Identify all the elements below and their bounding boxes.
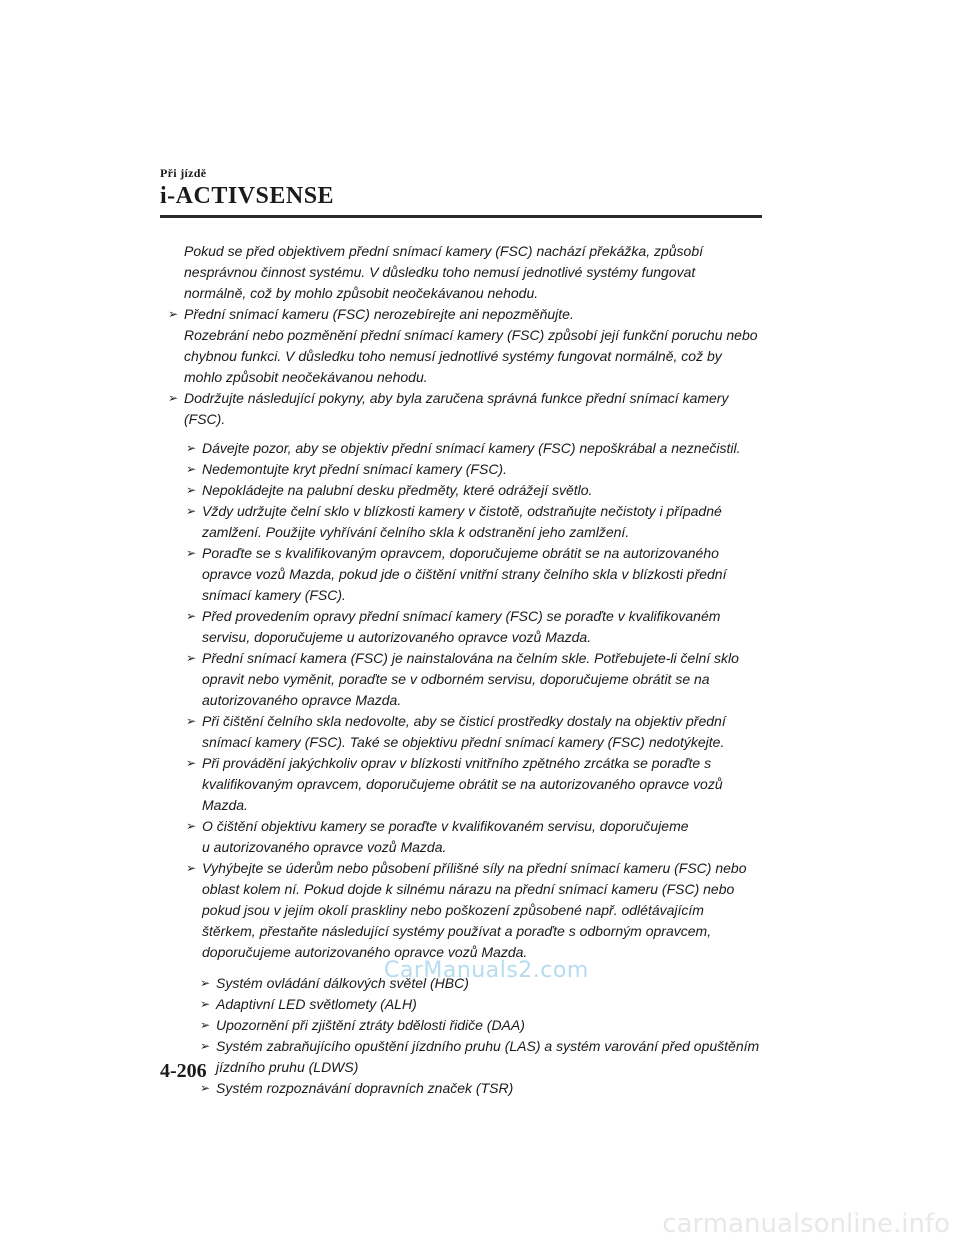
text-line: Nepokládejte na palubní desku předměty, které odrážejí světlo. (202, 482, 593, 498)
list-item (186, 501, 768, 543)
text-line: Systém ovládání dálkových světel (HBC) (216, 975, 469, 991)
text-line: autorizovaného opravce Mazda. (202, 692, 402, 708)
text-line: servisu, doporučujeme u autorizovaného opravce vozů Mazda. (202, 629, 592, 645)
text-line: doporučujeme autorizovaného opravce vozů Mazda. (202, 944, 528, 960)
arrow-bullet-icon: ➢ (200, 1039, 211, 1053)
system-list (200, 973, 768, 1099)
arrow-bullet-icon: ➢ (186, 441, 197, 455)
text-line: chybnou funkci. V důsledku toho nemusí jednotlivé systémy fungovat normálně, což by (184, 348, 722, 364)
arrow-bullet-icon: ➢ (186, 714, 197, 728)
text-line: oblast kolem ní. Pokud dojde k silnému nárazu na přední snímací kameru (FSC) nebo (202, 881, 735, 897)
list-item (186, 480, 768, 501)
text-line: Před provedením opravy přední snímací kamery (FSC) se poraďte v kvalifikovaném (202, 608, 721, 624)
text-line: pokud jsou v jejím okolí praskliny nebo poškození způsobené např. odlétávajícím (202, 902, 704, 918)
arrow-bullet-icon: ➢ (186, 546, 197, 560)
text-line: Dodržujte následující pokyny, aby byla zaručena správná funkce přední snímací kamery (184, 390, 729, 406)
list-item (168, 304, 768, 388)
text-line: Rozebrání nebo pozměnění přední snímací kamery (FSC) způsobí její funkční poruchu nebo (184, 327, 758, 343)
list-item (186, 816, 768, 858)
list-item (186, 648, 768, 711)
text-line: nesprávnou činnost systému. V důsledku toho nemusí jednotlivé systémy fungovat (184, 264, 696, 280)
text-line: snímací kamery (FSC). (202, 587, 346, 603)
text-line: (FSC). (184, 411, 226, 427)
arrow-bullet-icon: ➢ (186, 483, 197, 497)
text-line: Pokud se před objektivem přední snímací kamery (FSC) nachází překážka, způsobí (184, 243, 704, 259)
arrow-bullet-icon: ➢ (186, 609, 197, 623)
text-line: Nedemontujte kryt přední snímací kamery (FSC). (202, 461, 507, 477)
list-item (186, 711, 768, 753)
list-item (168, 388, 768, 430)
intro-paragraph (168, 241, 768, 304)
text-line: Systém rozpoznávání dopravních značek (TSR) (216, 1080, 514, 1096)
list-item (186, 606, 768, 648)
text-line: snímací kamery (FSC). Také se objektivu přední snímací kamery (FSC) nedotýkejte. (202, 734, 725, 750)
text-line: kvalifikovaným opravcem, doporučujeme obrátit se na autorizovaného opravce vozů (202, 776, 723, 792)
sub-bullet-list (186, 438, 768, 963)
text-line: u autorizovaného opravce vozů Mazda. (202, 839, 447, 855)
arrow-bullet-icon: ➢ (168, 391, 179, 405)
arrow-bullet-icon: ➢ (168, 307, 179, 321)
text-line: Poraďte se s kvalifikovaným opravcem, doporučujeme obrátit se na autorizovaného (202, 545, 719, 561)
arrow-bullet-icon: ➢ (186, 756, 197, 770)
text-line: Přední snímací kamera (FSC) je nainstalována na čelním skle. Potřebujete-li čelní sklo (202, 650, 739, 666)
text-line: jízdního pruhu (LDWS) (216, 1059, 359, 1075)
chapter-title: i-ACTIVSENSE (160, 183, 335, 209)
bullet-list (168, 304, 768, 430)
arrow-bullet-icon: ➢ (186, 861, 197, 875)
list-item (186, 858, 768, 963)
text-line: O čištění objektivu kamery se poraďte v kvalifikovaném servisu, doporučujeme (202, 818, 689, 834)
text-line: normálně, což by mohlo způsobit neočekávanou nehodu. (184, 285, 539, 301)
list-item (200, 1015, 768, 1036)
section-label: Při jízdě (160, 166, 207, 180)
arrow-bullet-icon: ➢ (186, 651, 197, 665)
footer-site-mark: carmanualsonline.info (662, 1209, 950, 1239)
arrow-bullet-icon: ➢ (200, 1081, 211, 1095)
list-item (200, 1078, 768, 1099)
arrow-bullet-icon: ➢ (200, 1018, 211, 1032)
arrow-bullet-icon: ➢ (200, 997, 211, 1011)
list-item (186, 459, 768, 480)
text-line: opravit nebo vyměnit, poraďte se v odborném servisu, doporučujeme obrátit se na (202, 671, 710, 687)
text-line: Přední snímací kameru (FSC) nerozebírejte ani nepozměňujte. (184, 306, 574, 322)
text-line: Adaptivní LED světlomety (ALH) (216, 996, 417, 1012)
text-line: Systém zabraňujícího opuštění jízdního pruhu (LAS) a systém varování před opuštěním (216, 1038, 760, 1054)
text-line: Při čištění čelního skla nedovolte, aby se čisticí prostředky dostaly na objektiv přední (202, 713, 726, 729)
list-item (186, 438, 768, 459)
list-item (200, 1036, 768, 1078)
arrow-bullet-icon: ➢ (186, 504, 197, 518)
text-line: Upozornění při zjištění ztráty bdělosti řidiče (DAA) (216, 1017, 525, 1033)
page-number: 4-206 (160, 1060, 207, 1082)
text-line: štěrkem, přestaňte následující systémy používat a poraďte s odborným opravcem, (202, 923, 712, 939)
text-line: zamlžení. Použijte vyhřívání čelního skla k odstranění jeho zamlžení. (202, 524, 630, 540)
text-line: Vyhýbejte se úderům nebo působení přílišné síly na přední snímací kameru (FSC) nebo (202, 860, 747, 876)
list-item (200, 994, 768, 1015)
text-line: Vždy udržujte čelní sklo v blízkosti kamery v čistotě, odstraňujte nečistoty i případné (202, 503, 722, 519)
arrow-bullet-icon: ➢ (186, 819, 197, 833)
list-item (186, 753, 768, 816)
watermark: CarManuals2.com (384, 958, 589, 983)
arrow-bullet-icon: ➢ (186, 462, 197, 476)
text-line: mohlo způsobit neočekávanou nehodu. (184, 369, 428, 385)
list-item (186, 543, 768, 606)
header-divider (160, 215, 762, 218)
text-line: Mazda. (202, 797, 248, 813)
text-line: Dávejte pozor, aby se objektiv přední snímací kamery (FSC) nepoškrábal a neznečistil. (202, 440, 741, 456)
text-line: Při provádění jakýchkoliv oprav v blízkosti vnitřního zpětného zrcátka se poraďte s (202, 755, 712, 771)
text-line: opravce vozů Mazda, pokud jde o čištění vnitřní strany čelního skla v blízkosti přední (202, 566, 727, 582)
arrow-bullet-icon: ➢ (200, 976, 211, 990)
